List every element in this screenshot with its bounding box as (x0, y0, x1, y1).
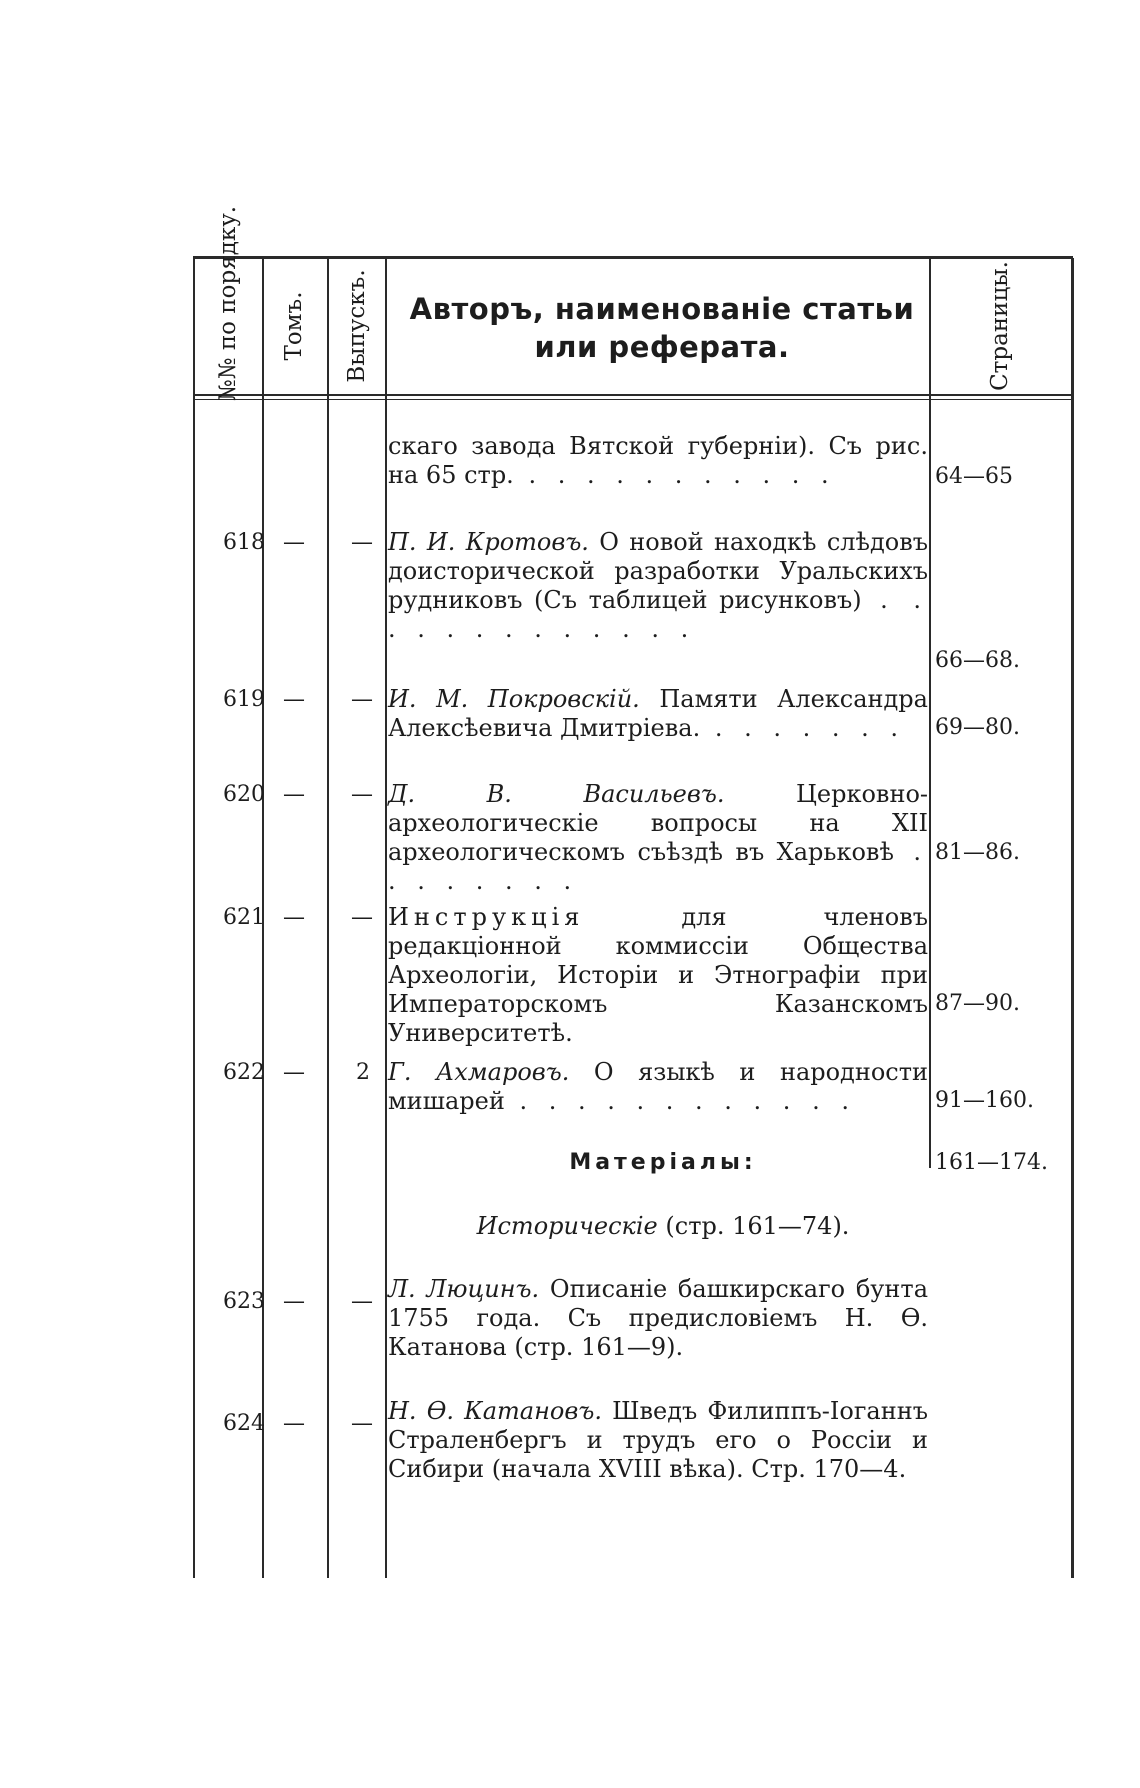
entry-number: 623 (223, 1289, 265, 1314)
entry-author: Д. В. Васильевъ. (388, 780, 725, 808)
entry-tom: — (283, 1289, 305, 1314)
entry-pages: 91—160. (935, 1088, 1034, 1113)
entry-vypusk: — (351, 1411, 373, 1436)
column-divider-vypusk (385, 258, 387, 1578)
entry-author: П. И. Кротовъ. (388, 528, 589, 556)
column-divider-tom (327, 258, 329, 1578)
entry-vypusk: — (351, 905, 373, 930)
entry-text: Д. В. Васильевъ. Церковно-археологическіе вопросы на XII археологическомъ съѣздѣ въ Харьковѣ . . . . . . . . (388, 780, 928, 895)
entry-text: И. М. Покровскій. Памяти Александра Алексѣевича Дмитріева. . . . . . . . (388, 685, 928, 742)
entry-vypusk: — (351, 687, 373, 712)
entry-text: Л. Люцинъ. Описаніе башкирскаго бунта 1755 года. Съ предисловіемъ Н. Ө. Катанова (стр. 161—9). (388, 1275, 928, 1361)
entry-vypusk: — (351, 782, 373, 807)
entry-author: Л. Люцинъ. (388, 1275, 540, 1303)
entry-tom: — (283, 687, 305, 712)
entry-text: П. И. Кротовъ. О новой находкѣ слѣдовъ доисторической разработки Уральскихъ рудниковъ (Съ таблицей рисунковъ) . . . . . . . . . . . . . (388, 528, 928, 643)
table-right-border (1071, 258, 1074, 1578)
entry-number: 624 (223, 1411, 265, 1436)
header-col-vypusk: Выпускъ. (344, 269, 370, 383)
table-top-border (193, 256, 1073, 259)
header-col-number: №№ по порядку. (215, 205, 241, 401)
entry-vypusk: 2 (356, 1060, 370, 1085)
entry-vypusk: — (351, 1289, 373, 1314)
entry-number: 621 (223, 905, 265, 930)
entry-text: Г. Ахмаровъ. О языкѣ и народности мишарей . . . . . . . . . . . . (388, 1058, 928, 1115)
entry-tom: — (283, 530, 305, 555)
entry-title-spaced: Инструкція (388, 903, 585, 931)
header-title-line1: Авторъ, наименованіе статьи (409, 292, 915, 326)
entry-number: 619 (223, 687, 265, 712)
header-col-tom: Томъ. (281, 291, 307, 361)
entry-pages: 64—65 (935, 464, 1013, 489)
section-pages: 161—174. (935, 1150, 1048, 1175)
header-title-line2: или реферата. (534, 330, 790, 364)
header-col-pages: Страницы. (987, 261, 1013, 391)
entry-pages: 87—90. (935, 991, 1020, 1016)
header-divider (193, 394, 1073, 396)
entry-number: 622 (223, 1060, 265, 1085)
subsection-title-italic: Историческіе (476, 1212, 658, 1240)
header-divider-double (193, 399, 1073, 400)
subsection-title (393, 1212, 933, 1240)
entry-tom: — (283, 1060, 305, 1085)
entry-author: И. М. Покровскій. (388, 685, 640, 713)
entry-pages: 69—80. (935, 715, 1020, 740)
entry-text: Инструкція для членовъ редакціонной коммиссіи Общества Археологіи, Исторіи и Этнографіи при Императорскомъ Казанскомъ Университетѣ. (388, 903, 928, 1047)
entry-tom: — (283, 905, 305, 930)
entry-text: скаго завода Вятской губерніи). Съ рис. на 65 стр. . . . . . . . . . . . (388, 432, 928, 489)
header-col-title (392, 290, 932, 366)
entry-author: Н. Ө. Катановъ. (388, 1397, 602, 1425)
entry-author: Г. Ахмаровъ. (388, 1058, 570, 1086)
section-title: Матеріалы: (569, 1150, 757, 1175)
entry-vypusk: — (351, 530, 373, 555)
entry-tom: — (283, 782, 305, 807)
entry-text: Н. Ө. Катановъ. Шведъ Филиппъ-Іоганнъ Страленбергъ и трудъ его о Россіи и Сибири (начала XVIII вѣка). Стр. 170—4. (388, 1397, 928, 1483)
entry-tom: — (283, 1411, 305, 1436)
entry-pages: 66—68. (935, 648, 1020, 673)
entry-number: 618 (223, 530, 265, 555)
entry-number: 620 (223, 782, 265, 807)
subsection-title-rest: (стр. 161—74). (665, 1212, 850, 1240)
entry-pages: 81—86. (935, 840, 1020, 865)
